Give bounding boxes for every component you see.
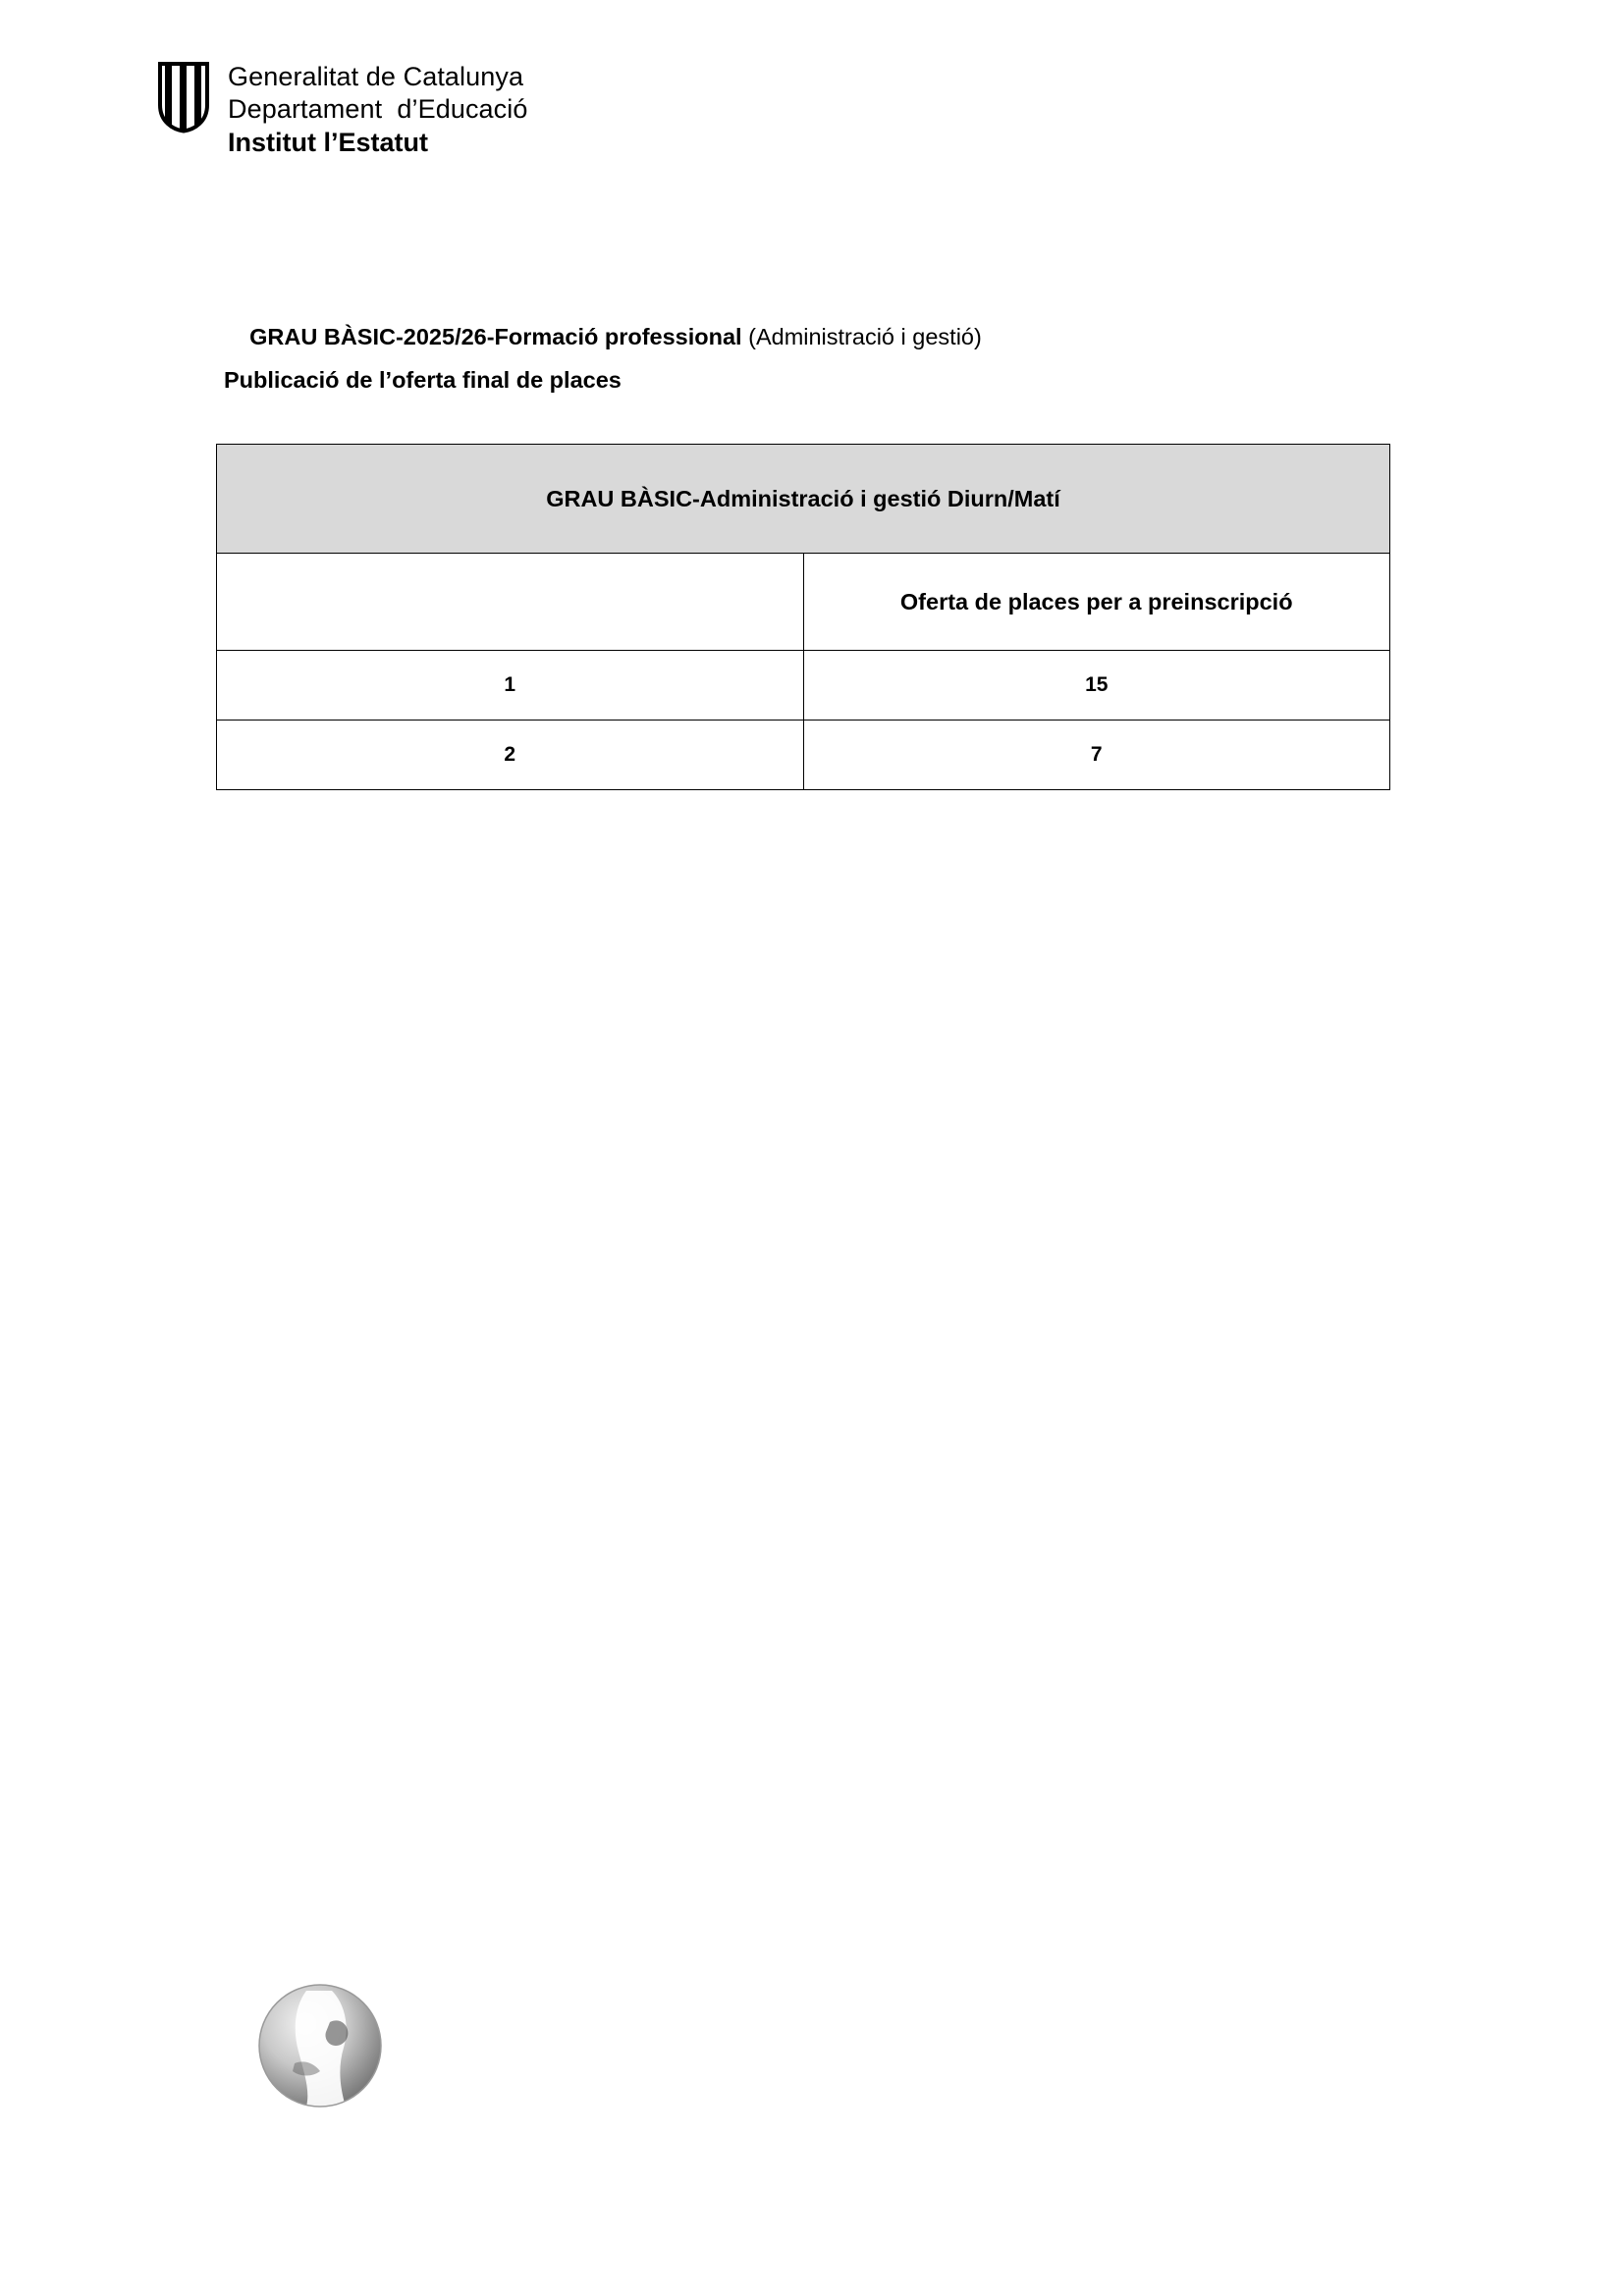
table-title-row [217,445,1390,554]
letterhead [157,61,527,160]
organization-line-1: Generalitat de Catalunya [228,62,524,91]
page-title-light: (Administració i gestió) [741,324,982,349]
table-row-number: 2 [217,721,804,790]
table-title-cell: GRAU BÀSIC-Administració i gestió Diurn/Matí [217,445,1390,554]
table-row-value: 15 [803,651,1390,721]
table-header-blank-cell [217,554,804,651]
page-title-strong: GRAU BÀSIC-2025/26-Formació professional [249,324,742,349]
table-row [217,721,1390,790]
table-row-number: 1 [217,651,804,721]
organization-line-2: Departament d’Educació [228,94,528,124]
table-header-row [217,554,1390,651]
letterhead-text [228,61,527,160]
table-row-value: 7 [803,721,1390,790]
school-logo-icon [236,1961,405,2130]
offer-table [216,444,1390,790]
table-header-offer-cell: Oferta de places per a preinscripció [803,554,1390,651]
table-row [217,651,1390,721]
page-subtitle: Publicació de l’oferta final de places [224,367,622,393]
organization-line-3: Institut l’Estatut [228,128,428,157]
catalonia-coat-of-arms-icon [157,61,210,133]
